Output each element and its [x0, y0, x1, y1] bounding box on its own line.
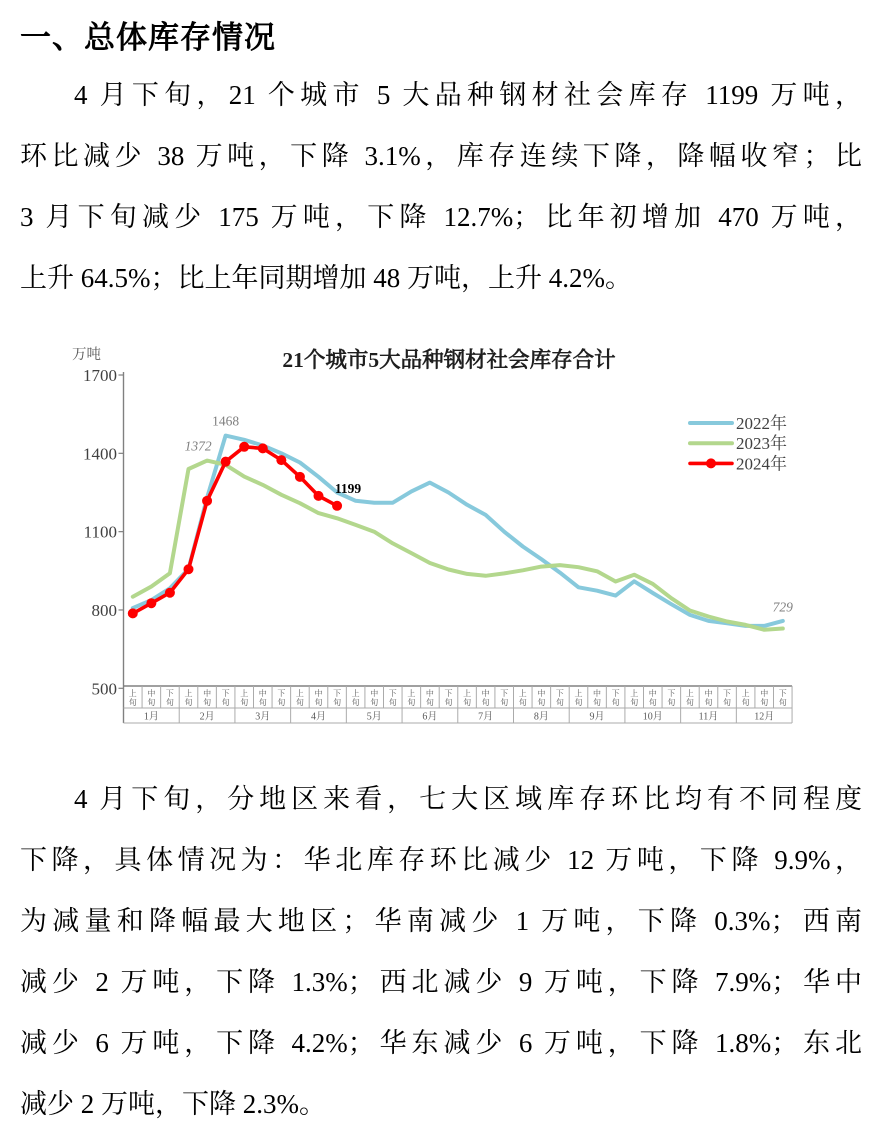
period-label: 旬: [630, 698, 639, 707]
period-label: 上: [295, 689, 304, 698]
period-label: 旬: [221, 698, 230, 707]
period-label: 下: [667, 689, 676, 698]
text-line: 为减量和降幅最大地区；华南减少 1 万吨，下降 0.3%；西南: [20, 906, 862, 936]
y-tick-label: 800: [91, 600, 117, 620]
period-label: 中: [537, 689, 546, 698]
period-label: 旬: [388, 698, 397, 707]
text-line: 4 月下旬，分地区来看，七大区域库存环比均有不同程度: [74, 784, 862, 814]
series-2024年-marker: [258, 443, 268, 453]
period-label: 旬: [147, 698, 156, 707]
series-2024年-marker: [313, 491, 323, 501]
period-label: 旬: [165, 698, 174, 707]
period-label: 上: [240, 689, 249, 698]
period-label: 上: [574, 689, 583, 698]
series-2024年-marker: [276, 455, 286, 465]
period-label: 下: [611, 689, 620, 698]
period-label: 上: [518, 689, 527, 698]
annotation-1372: 1372: [184, 438, 212, 454]
legend-marker-2024年: [706, 458, 716, 468]
legend-label-2024年: 2024年: [736, 454, 787, 474]
period-label: 下: [723, 689, 732, 698]
period-label: 旬: [258, 698, 267, 707]
period-label: 旬: [537, 698, 546, 707]
series-2022年-line: [133, 436, 783, 626]
text-line: 3 月下旬减少 175 万吨，下降 12.7%；比年初增加 470 万吨，: [20, 202, 862, 232]
period-label: 旬: [760, 698, 769, 707]
period-label: 上: [741, 689, 750, 698]
y-tick-label: 500: [91, 679, 117, 699]
period-label: 下: [778, 689, 787, 698]
text-line: 上升 64.5%；比上年同期增加 48 万吨，上升 4.2%。: [20, 263, 632, 293]
period-label: 旬: [277, 698, 286, 707]
series-2024年-marker: [128, 608, 138, 618]
month-label: 7月: [478, 711, 494, 723]
chart-title: 21个城市5大品种钢材社会库存合计: [282, 348, 616, 372]
text-line: 4 月下旬，21 个城市 5 大品种钢材社会库存 1199 万吨，: [74, 80, 862, 110]
period-label: 下: [444, 689, 453, 698]
period-label: 旬: [184, 698, 193, 707]
month-label: 5月: [366, 711, 382, 723]
period-label: 旬: [667, 698, 676, 707]
text-line: 下降，具体情况为：华北库存环比减少 12 万吨，下降 9.9%，: [20, 845, 862, 875]
period-label: 上: [407, 689, 416, 698]
period-label: 旬: [444, 698, 453, 707]
inventory-chart: [60, 332, 880, 752]
period-label: 旬: [723, 698, 732, 707]
period-label: 上: [685, 689, 694, 698]
period-label: 旬: [203, 698, 212, 707]
period-label: 下: [555, 689, 564, 698]
month-label: 1月: [143, 711, 159, 723]
period-label: 旬: [481, 698, 490, 707]
period-label: 旬: [425, 698, 434, 707]
period-label: 上: [184, 689, 193, 698]
month-label: 12月: [754, 711, 775, 723]
y-tick-label: 1100: [83, 522, 117, 542]
period-label: 中: [370, 689, 379, 698]
series-2024年-marker: [295, 472, 305, 482]
legend-label-2023年: 2023年: [736, 434, 787, 454]
paragraph-overview: [20, 65, 862, 309]
text-line: 减少 6 万吨，下降 4.2%；华东减少 6 万吨，下降 1.8%；东北: [20, 1028, 862, 1058]
period-label: 旬: [240, 698, 249, 707]
annotation-729: 729: [772, 599, 793, 615]
series-2024年-marker: [239, 442, 249, 452]
period-label: 旬: [407, 698, 416, 707]
section-heading: 一、总体库存情况: [20, 20, 276, 55]
period-label: 下: [500, 689, 509, 698]
period-label: 旬: [593, 698, 602, 707]
period-label: 下: [388, 689, 397, 698]
period-label: 旬: [518, 698, 527, 707]
period-label: 旬: [685, 698, 694, 707]
period-label: 中: [425, 689, 434, 698]
month-label: 9月: [589, 711, 605, 723]
series-2023年-line: [133, 461, 783, 630]
period-label: 中: [481, 689, 490, 698]
period-label: 中: [760, 689, 769, 698]
month-label: 8月: [533, 711, 549, 723]
text-line: 环比减少 38 万吨，下降 3.1%，库存连续下降，降幅收窄；比: [20, 141, 862, 171]
period-label: 旬: [648, 698, 657, 707]
paragraph-regional: [20, 769, 862, 1135]
period-label: 旬: [333, 698, 342, 707]
text-line: 减少 2 万吨，下降 1.3%；西北减少 9 万吨，下降 7.9%；华中: [20, 967, 862, 997]
month-label: 3月: [255, 711, 271, 723]
period-label: 旬: [704, 698, 713, 707]
period-label: 旬: [295, 698, 304, 707]
period-label: 中: [258, 689, 267, 698]
month-label: 11月: [698, 711, 719, 723]
period-label: 中: [147, 689, 156, 698]
period-label: 中: [648, 689, 657, 698]
inventory-chart-svg: [60, 332, 880, 752]
period-label: 下: [277, 689, 286, 698]
period-label: 上: [630, 689, 639, 698]
text-line: 减少 2 万吨，下降 2.3%。: [20, 1089, 326, 1119]
period-label: 上: [128, 689, 137, 698]
period-label: 旬: [463, 698, 472, 707]
period-label: 旬: [351, 698, 360, 707]
period-label: 旬: [555, 698, 564, 707]
annotation-1468: 1468: [212, 413, 240, 429]
period-label: 中: [593, 689, 602, 698]
month-label: 6月: [422, 711, 438, 723]
series-2024年-marker: [202, 496, 212, 506]
period-label: 中: [314, 689, 323, 698]
month-label: 10月: [642, 711, 663, 723]
period-label: 中: [203, 689, 212, 698]
period-label: 旬: [611, 698, 620, 707]
month-label: 2月: [199, 711, 215, 723]
period-label: 旬: [370, 698, 379, 707]
period-label: 旬: [500, 698, 509, 707]
period-label: 下: [165, 689, 174, 698]
legend-label-2022年: 2022年: [736, 414, 787, 433]
series-2024年-marker: [332, 501, 342, 511]
series-2024年-marker: [146, 598, 156, 608]
period-label: 旬: [128, 698, 137, 707]
period-label: 旬: [778, 698, 787, 707]
month-label: 4月: [310, 711, 326, 723]
y-axis-unit-label: 万吨: [72, 347, 101, 363]
annotation-1199: 1199: [334, 480, 362, 496]
series-2024年-marker: [165, 588, 175, 598]
period-label: 上: [463, 689, 472, 698]
period-label: 中: [704, 689, 713, 698]
period-label: 上: [351, 689, 360, 698]
period-label: 旬: [741, 698, 750, 707]
period-label: 旬: [574, 698, 583, 707]
series-2024年-marker: [183, 564, 193, 574]
period-label: 下: [333, 689, 342, 698]
y-tick-label: 1700: [83, 366, 117, 386]
period-label: 旬: [314, 698, 323, 707]
series-2024年-marker: [221, 457, 231, 467]
period-label: 下: [221, 689, 230, 698]
y-tick-label: 1400: [83, 444, 117, 464]
